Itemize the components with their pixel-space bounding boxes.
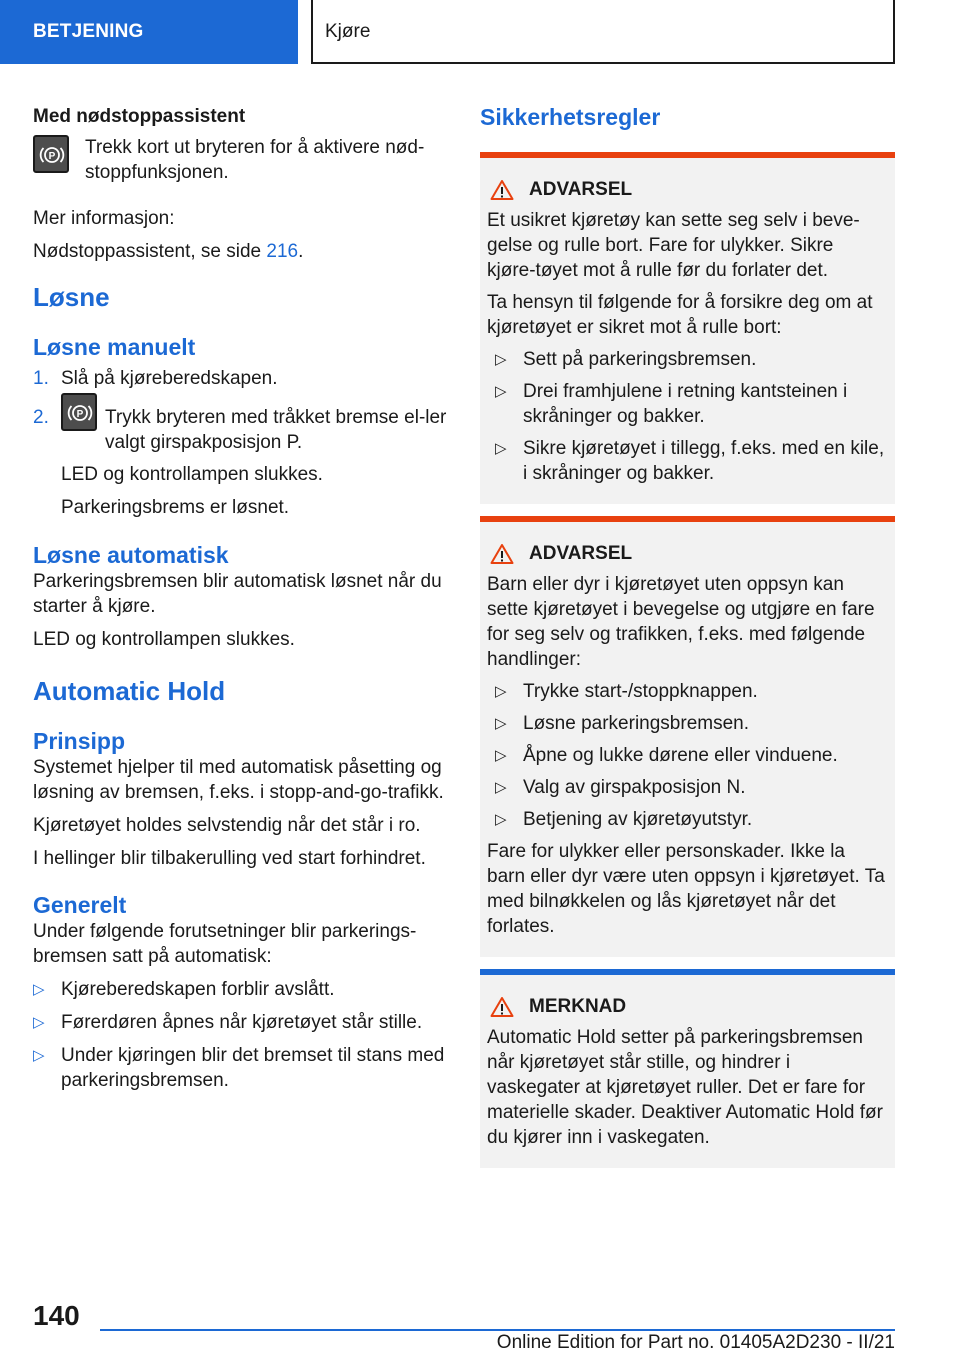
list-bullet-icon: ▷ <box>495 683 507 700</box>
warning-paragraph: Et usikret kjøretøy kan sette seg selv i beve-gelse og rulle bort. Fare for ulykker. Sikre kjøre-tøyet mot å rulle før du forlater det. <box>487 210 860 281</box>
parking-brake-switch-icon <box>33 135 69 173</box>
warning-title-text: ADVARSEL <box>529 179 633 200</box>
heading-losne-manuelt: Løsne manuelt <box>33 334 196 360</box>
warning-title <box>487 178 887 202</box>
generelt-item <box>33 1010 448 1035</box>
list-bullet-icon: ▷ <box>495 351 507 368</box>
chapter-title: Kjøre <box>311 0 895 64</box>
list-item-text: Løsne parkeringsbremsen. <box>523 713 749 734</box>
warning-item <box>487 436 887 486</box>
reference-text: Nødstoppassistent, se side <box>33 241 267 262</box>
heading-losne: Løsne <box>33 282 110 312</box>
list-bullet-icon: ▷ <box>495 715 507 732</box>
list-item-text: Førerdøren åpnes når kjøretøyet står stille. <box>61 1012 423 1033</box>
warning-paragraph: Ta hensyn til følgende for å forsikre deg om at kjøretøyet er sikret mot å rulle bort: <box>487 292 873 338</box>
note-box <box>480 969 895 1168</box>
page-number: 140 <box>33 1300 80 1331</box>
reference-end: . <box>298 241 304 262</box>
step-2 <box>33 405 448 455</box>
warning-box-2 <box>480 516 895 957</box>
list-item-text: Sett på parkeringsbremsen. <box>523 349 757 370</box>
footer-divider <box>100 1329 895 1331</box>
generelt-paragraph: Under følgende forutsetninger blir parkerings-bremsen satt på automatisk: <box>33 921 417 967</box>
list-item-text: Drei framhjulene i retning kantsteinen i skråninger og bakker. <box>523 381 848 427</box>
note-title <box>487 995 887 1019</box>
nodstopp-title: Med nødstoppassistent <box>33 106 246 127</box>
step-2-result-1: LED og kontrollampen slukkes. <box>61 464 323 485</box>
warning-item <box>487 379 887 429</box>
warning-triangle-icon <box>490 179 514 201</box>
parking-brake-switch-icon <box>61 393 97 431</box>
list-bullet-icon: ▷ <box>495 811 507 828</box>
list-item-text: Åpne og lukke dørene eller vinduene. <box>523 745 838 766</box>
svg-text:P: P <box>76 409 84 420</box>
note-title-text: MERKNAD <box>529 996 627 1017</box>
list-bullet-icon: ▷ <box>495 440 507 457</box>
warning-item <box>487 347 887 372</box>
list-bullet-icon: ▷ <box>33 1014 45 1031</box>
warning-item <box>487 775 887 800</box>
section-tab: BETJENING <box>0 0 298 64</box>
warning-title-text: ADVARSEL <box>529 543 633 564</box>
step-1 <box>33 366 448 391</box>
heading-losne-automatisk: Løsne automatisk <box>33 542 229 568</box>
nodstopp-text: Trekk kort ut bryteren for å aktivere nød-stoppfunksjonen. <box>85 137 425 183</box>
list-bullet-icon: ▷ <box>495 779 507 796</box>
list-item-text: Valg av girspakposisjon N. <box>523 777 746 798</box>
more-info: Mer informasjon: <box>33 208 175 229</box>
left-column <box>33 98 448 1093</box>
list-bullet-icon: ▷ <box>33 1047 45 1064</box>
svg-text:P: P <box>48 151 56 162</box>
generelt-item <box>33 977 448 1002</box>
step-2-result-2: Parkeringsbrems er løsnet. <box>61 497 290 518</box>
warning-item <box>487 743 887 768</box>
prinsipp-paragraph-1: Systemet hjelper til med automatisk påsetting og løsning av bremsen, f.eks. i stopp-and-go-trafikk. <box>33 757 444 803</box>
heading-generelt: Generelt <box>33 892 127 918</box>
warning-paragraph: Fare for ulykker eller personskader. Ikke la barn eller dyr være uten oppsyn i kjøretøyet. Ta med bilnøkkelen og lås kjøretøyet når det forlates. <box>487 841 885 937</box>
step-text: Slå på kjøreberedskapen. <box>61 368 278 389</box>
list-item-text: Trykke start-/stoppknappen. <box>523 681 758 702</box>
list-bullet-icon: ▷ <box>33 981 45 998</box>
step-number: 2. <box>33 407 49 428</box>
auto-paragraph-2: LED og kontrollampen slukkes. <box>33 629 295 650</box>
page-link-216[interactable]: 216 <box>266 241 299 262</box>
list-item-text: Sikre kjøretøyet i tillegg, f.eks. med en kile, i skråninger og bakker. <box>523 438 885 484</box>
warning-triangle-icon <box>490 996 514 1018</box>
note-paragraph: Automatic Hold setter på parkeringsbremsen når kjøretøyet står stille, og hindrer i vaskegater at kjøretøyet ruller. Det er fare for materielle skader. Deaktiver Automatic Hold før du kjører inn i vaskegaten. <box>487 1027 883 1148</box>
list-item-text: Betjening av kjøretøyutstyr. <box>523 809 753 830</box>
warning-item <box>487 679 887 704</box>
list-bullet-icon: ▷ <box>495 747 507 764</box>
step-text: Trykk bryteren med tråkket bremse el-ler valgt girspakposisjon P. <box>105 407 447 453</box>
warning-title <box>487 542 887 566</box>
warning-box-1 <box>480 152 895 504</box>
heading-sikkerhetsregler: Sikkerhetsregler <box>480 104 661 130</box>
step-number: 1. <box>33 368 49 389</box>
warning-item <box>487 711 887 736</box>
list-bullet-icon: ▷ <box>495 383 507 400</box>
prinsipp-paragraph-3: I hellinger blir tilbakerulling ved start forhindret. <box>33 848 426 869</box>
right-column <box>480 98 895 1168</box>
list-item-text: Under kjøringen blir det bremset til stans med parkeringsbremsen. <box>61 1045 445 1091</box>
list-item-text: Kjøreberedskapen forblir avslått. <box>61 979 335 1000</box>
prinsipp-paragraph-2: Kjøretøyet holdes selvstendig når det står i ro. <box>33 815 421 836</box>
auto-paragraph-1: Parkeringsbremsen blir automatisk løsnet når du starter å kjøre. <box>33 571 442 617</box>
heading-automatic-hold: Automatic Hold <box>33 676 226 706</box>
heading-prinsipp: Prinsipp <box>33 728 126 754</box>
reference-line <box>33 239 448 264</box>
warning-item <box>487 807 887 832</box>
warning-paragraph: Barn eller dyr i kjøretøyet uten oppsyn kan sette kjøretøyet i bevegelse og utgjøre en fare for seg selv og trafikken, f.eks. med følgende handlinger: <box>487 574 875 670</box>
generelt-item <box>33 1043 448 1093</box>
edition-footer: Online Edition for Part no. 01405A2D230 - II/21 <box>496 1332 895 1353</box>
warning-triangle-icon <box>490 543 514 565</box>
nodstopp-row <box>33 135 448 185</box>
